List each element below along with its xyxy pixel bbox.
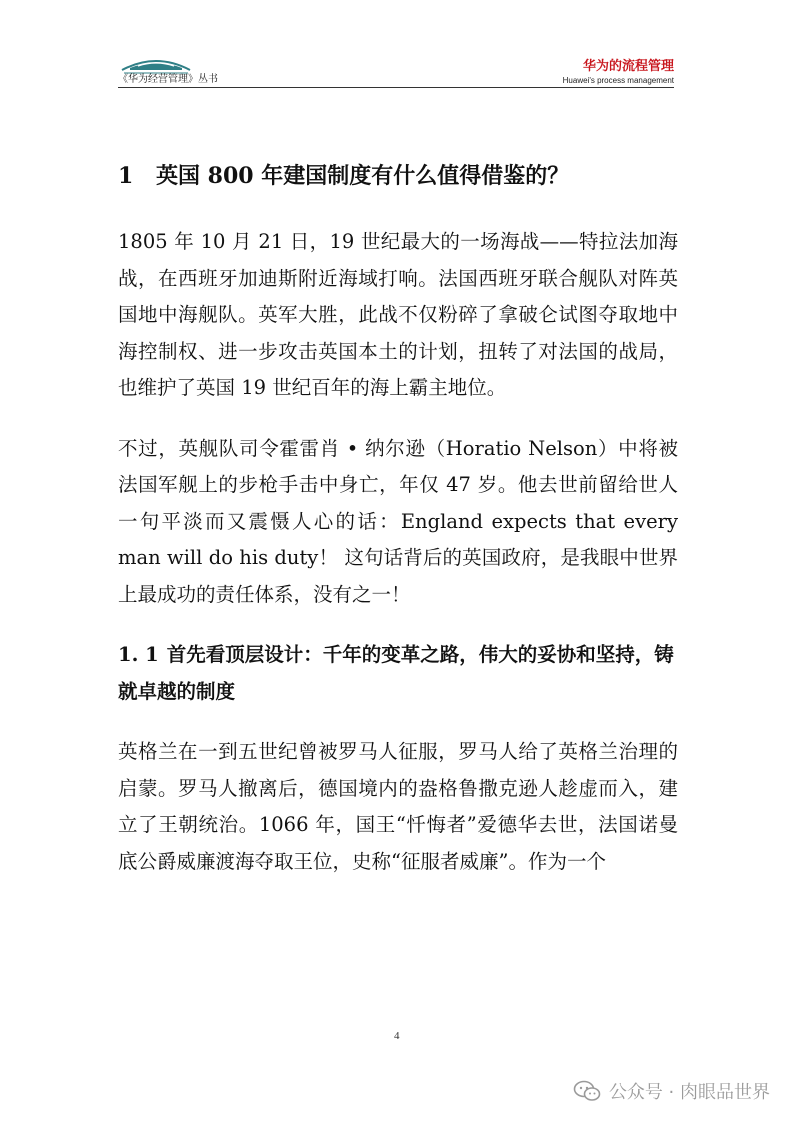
watermark xyxy=(573,1074,770,1108)
paragraph-1: 1805 年 10 月 21 日，19 世纪最大的一场海战——特拉法加海战，在西班牙加迪斯附近海域打响。法国西班牙联合舰队对阵英国地中海舰队。英军大胜，此战不仅粉碎了拿破仑试图夺取地中海控制权、进一步攻击英国本土的计划，扭转了对法国的战局，也维护了英国 19 世纪百年的海上霸主地位。 xyxy=(118,230,678,399)
section-heading xyxy=(118,637,678,710)
page-content xyxy=(118,160,678,904)
chapter-number: 1 xyxy=(118,163,134,189)
page-header xyxy=(118,50,674,90)
paragraph-2: 不过，英舰队司令霍雷肖 • 纳尔逊（Horatio Nelson）中将被法国军舰上的步枪手击中身亡，年仅 47 岁。他去世前留给世人一句平淡而又震慑人心的话：England expects that every man will do his duty！ 这句话背后的英国政府，是我眼中世界上最成功的责任体系，没有之一！ xyxy=(118,436,678,606)
chapter-heading xyxy=(118,160,678,192)
section-number: 1. 1 xyxy=(118,643,159,666)
series-name: 《华为经营管理》丛书 xyxy=(118,74,218,85)
book-title: 华为的流程管理 xyxy=(582,59,674,74)
chapter-title: 英国 800 年建国制度有什么值得借鉴的？ xyxy=(156,163,570,189)
watermark-text: 公众号 · 肉眼品世界 xyxy=(608,1082,770,1103)
header-rule xyxy=(118,87,674,88)
section-title: 首先看顶层设计：千年的变革之路，伟大的妥协和坚持，铸就卓越的制度 xyxy=(118,643,674,703)
book-subtitle: Huawei's process management xyxy=(562,76,674,85)
paragraph-3: 英格兰在一到五世纪曾被罗马人征服，罗马人给了英格兰治理的启蒙。罗马人撤离后，德国境内的盎格鲁撒克逊人趁虚而入，建立了王朝统治。1066 年，国王“忏悔者”爱德华去世，法国诺曼底公爵威廉渡海夺取王位，史称“征服者威廉”。作为一个 xyxy=(118,740,678,873)
logo-mountain-icon xyxy=(120,54,192,76)
page-number: 4 xyxy=(394,1030,400,1042)
wechat-icon xyxy=(573,1080,601,1102)
